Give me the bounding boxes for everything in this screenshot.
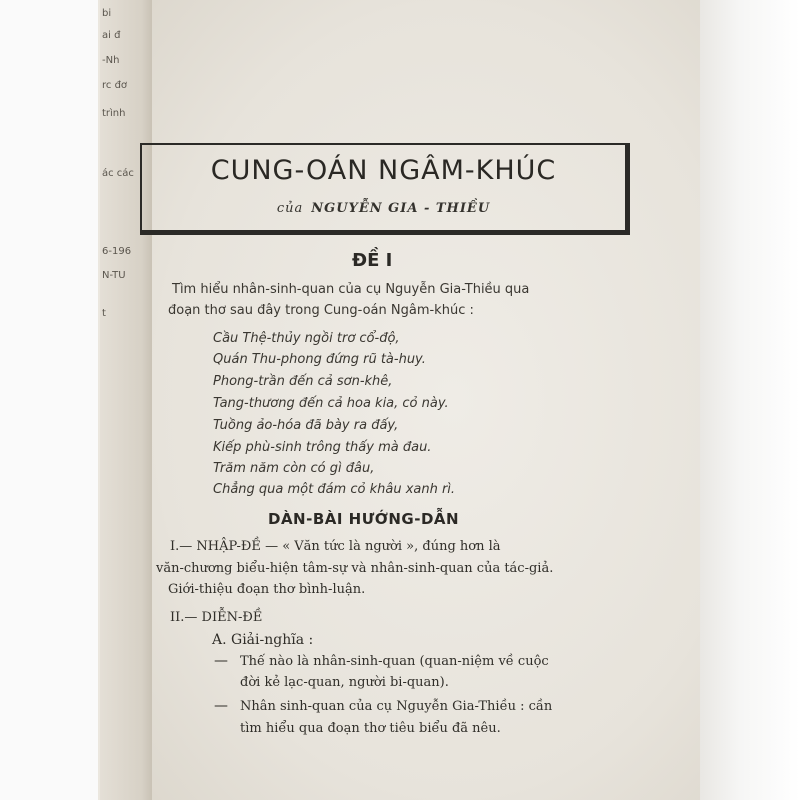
dash-marker: — [214, 653, 228, 669]
left-fragment: t [102, 308, 106, 319]
intro-text: — « Văn tức là người », đúng hơn là [265, 539, 501, 554]
verse-line: Cầu Thệ-thủy ngồi trơ cổ-độ, [213, 331, 400, 346]
author-name: NGUYỄN GIA - THIỀU [311, 201, 491, 216]
intro-line: văn-chương biểu-hiện tâm-sự và nhân-sinh-quan của tác-giả. [156, 561, 554, 576]
prompt-line: Tìm hiểu nhân-sinh-quan của cụ Nguyễn Gia-Thiều qua [172, 282, 530, 297]
intro-label-text: I.— NHẬP-ĐỀ [170, 539, 261, 554]
verse-line: Phong-trần đến cả sơn-khê, [213, 374, 393, 389]
verse-line: Tang-thương đến cả hoa kia, cỏ này. [213, 396, 449, 411]
left-fragment: 6-196 [102, 246, 132, 257]
verse-line: Quán Thu-phong đứng rũ tà-huy. [213, 352, 426, 367]
item-line: Nhân sinh-quan của cụ Nguyễn Gia-Thiều : cần [240, 699, 553, 714]
page-title: CUNG-OÁN NGÂM-KHÚC [210, 155, 557, 186]
left-fragment: N-TU [102, 270, 126, 281]
right-margin [700, 0, 800, 800]
left-fragment: rc đơ [102, 80, 128, 91]
author-line [142, 201, 625, 216]
subsection-a: A. Giải-nghĩa : [212, 632, 314, 648]
title-box [140, 143, 630, 235]
verse-line: Tuồng ảo-hóa đã bày ra đấy, [213, 418, 399, 433]
intro-label [170, 539, 501, 554]
verse-line: Kiếp phù-sinh trông thấy mà đau. [213, 440, 432, 455]
left-fragment: ai đ [102, 30, 121, 41]
item-line: Thế nào là nhân-sinh-quan (quan-niệm về cuộc [240, 654, 549, 669]
verse-line: Chẳng qua một đám cỏ khâu xanh rì. [213, 482, 456, 497]
left-fragment: bi [102, 8, 112, 19]
left-fragment: trình [102, 108, 126, 119]
intro-line: Giới-thiệu đoạn thơ bình-luận. [168, 582, 366, 597]
author-by: của [276, 201, 304, 216]
left-fragment: -Nh [102, 55, 120, 66]
outline-title: DÀN-BÀI HƯỚNG-DẪN [268, 510, 460, 528]
item-line: tìm hiểu qua đoạn thơ tiêu biểu đã nêu. [240, 721, 501, 736]
item-line: đời kẻ lạc-quan, người bi-quan). [240, 675, 449, 690]
left-page-edge [100, 0, 153, 800]
development-label: II.— DIỄN-ĐỀ [170, 610, 263, 625]
section-title: ĐỀ I [352, 250, 393, 271]
left-fragment: ác các [102, 168, 134, 179]
prompt-line: đoạn thơ sau đây trong Cung-oán Ngâm-khúc : [168, 303, 474, 318]
dash-marker: — [214, 698, 228, 714]
verse-line: Trăm năm còn có gì đâu, [213, 461, 375, 476]
